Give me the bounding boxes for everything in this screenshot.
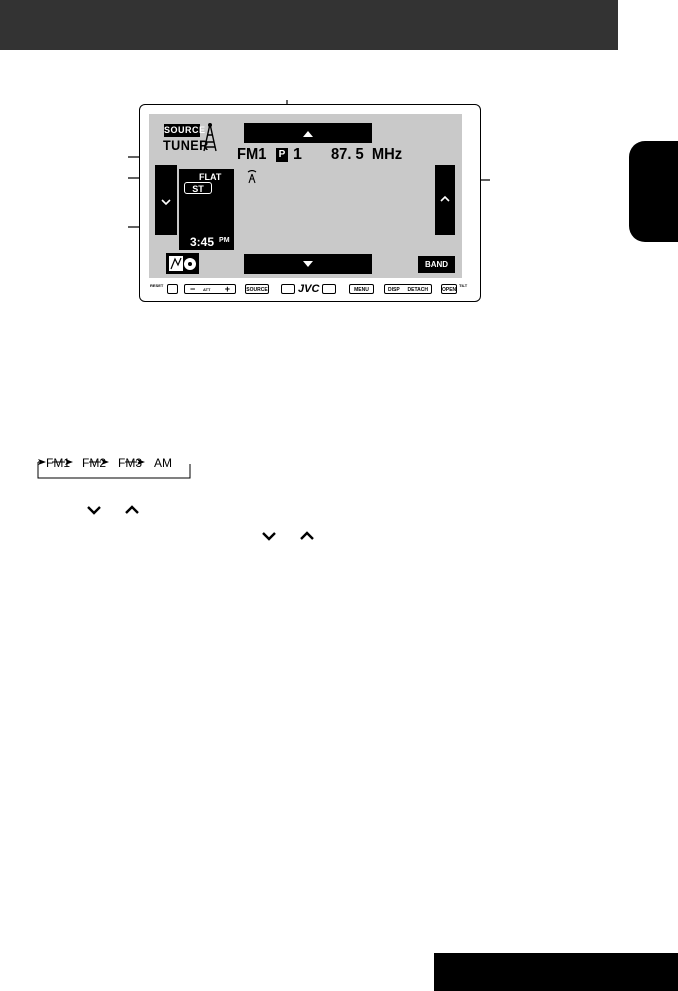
att-label: ATT (203, 287, 211, 292)
source-name: TUNER (163, 137, 209, 153)
menu-tile-button[interactable] (166, 253, 199, 274)
right-hardware-button[interactable] (322, 284, 336, 294)
open-button[interactable]: OPEN (441, 284, 457, 294)
menu-button[interactable]: MENU (349, 284, 374, 294)
clock-display (190, 235, 230, 249)
frequency-display: 87. 5 MHz (331, 146, 403, 163)
chevron-down-icon (86, 505, 102, 515)
preset-number: 1 (293, 146, 302, 163)
clock-time: 3:45 (190, 235, 215, 249)
preset-badge: P (276, 148, 288, 162)
chevron-down-icon (155, 165, 177, 235)
seek-down-button[interactable] (244, 254, 372, 274)
triangle-down-icon (244, 254, 372, 274)
stereo-indicator: ST (184, 182, 212, 194)
band-cycle-item: FM2 (82, 456, 106, 470)
antenna-tower-icon (202, 122, 218, 152)
chevron-up-icon (435, 165, 455, 235)
band-indicator: FM1 (237, 146, 267, 163)
disp-label: DISP (388, 287, 400, 293)
band-cycle-item: FM3 (118, 456, 142, 470)
preset-up-button[interactable] (435, 165, 455, 235)
band-cycle-item: FM1 (46, 456, 70, 470)
disp-detach-button[interactable] (384, 284, 432, 294)
reset-label: RESET (150, 283, 164, 288)
chevron-up-icon (124, 505, 140, 515)
seek-up-button[interactable] (244, 123, 372, 143)
tilt-label: TILT (459, 283, 468, 288)
clock-ampm: PM (219, 237, 230, 244)
plus-icon: + (224, 284, 230, 294)
chevron-up-icon (299, 531, 315, 541)
band-button[interactable]: BAND (418, 256, 455, 273)
footer-bar (434, 953, 678, 991)
triangle-up-icon (244, 123, 372, 143)
left-hardware-button[interactable] (281, 284, 295, 294)
signal-tower-icon (246, 170, 258, 184)
detach-label: DETACH (407, 287, 428, 293)
sound-mode-indicator: FLAT (199, 172, 222, 182)
menu-tile-icon (166, 253, 199, 274)
chevron-down-icon (261, 531, 277, 541)
preset-down-button[interactable] (155, 165, 177, 235)
source-label: SOURCE (164, 125, 206, 135)
brand-logo: JVC (298, 283, 320, 295)
reset-button[interactable] (167, 284, 178, 294)
source-button[interactable]: SOURCE (245, 284, 269, 294)
minus-icon: − (190, 284, 196, 294)
volume-control[interactable] (184, 284, 236, 294)
band-cycle-item: AM (154, 456, 172, 470)
